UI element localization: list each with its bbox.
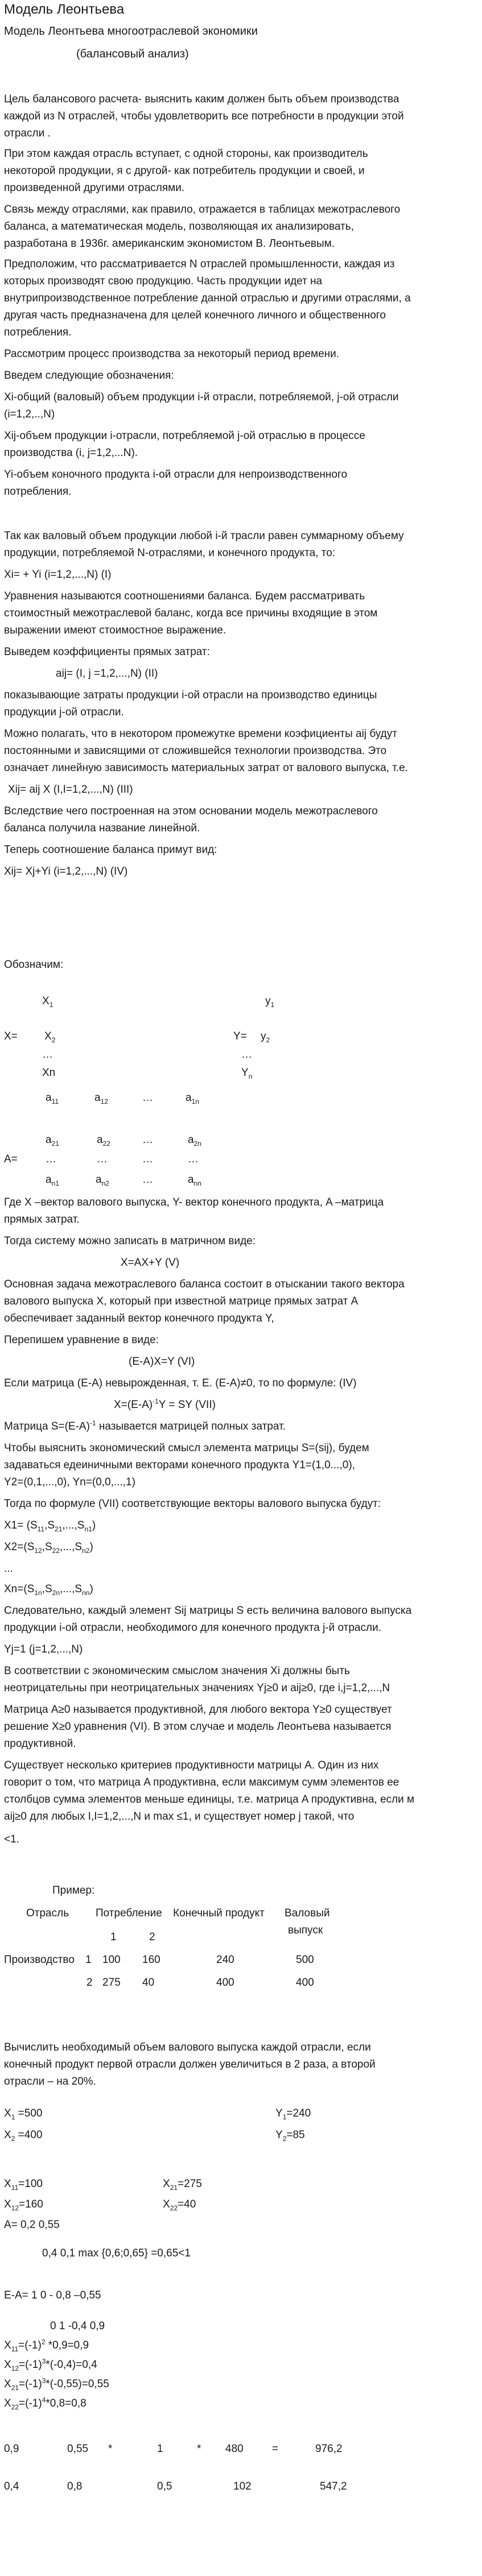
paragraph-line: валового выпуска X, который при известной матрице прямых затрат A bbox=[4, 1295, 359, 1307]
x-equals: X= bbox=[4, 1030, 18, 1042]
paragraph-line: Теперь соотношение баланса примут вид: bbox=[4, 844, 217, 856]
formula-VI: (E-A)X=Y (VI) bbox=[129, 1356, 195, 1368]
calc-e-minus-a: E-A= 1 0 - 0,8 –0,55 bbox=[4, 2289, 101, 2301]
result-cell: 0,9 bbox=[4, 2443, 19, 2455]
matrix-a22: $a_{22}$ bbox=[97, 1134, 110, 1148]
paragraph-line: продукции j-ой отрасли. bbox=[4, 706, 124, 718]
paragraph-line: говорит о том, что матрица A продуктивна, если максимум сумм элементов ее bbox=[4, 1776, 399, 1788]
paragraph-line: показывающие затраты продукции i-ой отрасли на производство единицы bbox=[4, 689, 377, 701]
result-cell: 0,5 bbox=[157, 2480, 172, 2492]
paragraph-line: Если матрица (E-A) невырожденная, т. Е. (E-A)≠0, то по формуле: (IV) bbox=[4, 1377, 357, 1389]
table-cell: 100 bbox=[102, 1954, 121, 1966]
matrix-a2n: $a_{2n}$ bbox=[188, 1134, 201, 1148]
paragraph-line: неотрицательны при неотрицательных значениях Yj≥0 и aij≥0, где i,j=1,2,...,N bbox=[4, 1682, 390, 1694]
result-cell: = bbox=[272, 2443, 279, 2455]
paragraph-line: конечный продукт первой отрасли должен увеличиться в 2 раза, а второй bbox=[4, 2059, 376, 2070]
paragraph-line: Yj=1 (j=1,2,...,N) bbox=[4, 1643, 83, 1655]
calc-x21: $X_{21}=275$ bbox=[163, 2178, 202, 2192]
paragraph-line: внутрипроизводственное потребление данной отраслью и другими отраслями, а bbox=[4, 292, 411, 304]
matrix-an2: $a_{n2}$ bbox=[96, 1174, 109, 1187]
paragraph-line: произведенной другими отраслями. bbox=[4, 182, 185, 194]
vector-line: ... bbox=[4, 1563, 13, 1575]
calc-x22: $X_{22}=40$ bbox=[163, 2198, 196, 2212]
calc-y2: $Y_2=85$ bbox=[275, 2129, 305, 2143]
paragraph-line: Y2=(0,1,...,0), Yn=(0,0,...,1) bbox=[4, 1476, 135, 1488]
table-header: Отрасль bbox=[26, 1907, 69, 1919]
formula-V: X=AX+Y (V) bbox=[121, 1257, 180, 1269]
paragraph-line: Предположим, что рассматривается N отраслей промышленности, каждая из bbox=[4, 258, 395, 270]
table-header: выпуск bbox=[288, 1924, 323, 1936]
paragraph-line: Так как валовый объем продукции любой i-й трасли равен суммарному объему bbox=[4, 530, 404, 542]
result-cell: 976,2 bbox=[315, 2443, 343, 2455]
calc-e-minus-a: 0 1 -0,4 0,9 bbox=[50, 2320, 105, 2332]
result-cell: * bbox=[108, 2443, 113, 2455]
vector-y2: $y_2$ bbox=[261, 1030, 270, 1044]
table-subheader: 1 bbox=[110, 1931, 117, 1943]
paragraph-line: отрасли . bbox=[4, 127, 51, 139]
paragraph-line: баланса получила название линейной. bbox=[4, 822, 200, 834]
table-subheader: 2 bbox=[149, 1931, 155, 1943]
page-title: Модель Леонтьева bbox=[4, 2, 125, 17]
calc-matrix-a: A= 0,2 0,55 bbox=[4, 2219, 60, 2231]
formula-I: Xi= + Yi (i=1,2,...,N) (I) bbox=[4, 569, 112, 581]
page-subtitle: Модель Леонтьева многоотраслевой экономики bbox=[4, 25, 258, 38]
example-title: Пример: bbox=[52, 1885, 95, 1896]
result-cell: 102 bbox=[233, 2480, 252, 2492]
paragraph-line: Перепишем уравнение в виде: bbox=[4, 1334, 159, 1346]
page-subtitle-2: (балансовый анализ) bbox=[76, 48, 189, 60]
calc-cofactor: $X_{11}=(-1)^2$ *0,9=0,9 bbox=[4, 2338, 89, 2353]
paragraph-line: Матрица $S=(E-A)^{-1}$ называется матрицей полных затрат. bbox=[4, 1419, 286, 1432]
matrix-dots: … bbox=[142, 1174, 153, 1186]
matrix-dots: … bbox=[97, 1153, 108, 1165]
vector-dots: … bbox=[241, 1049, 252, 1061]
calc-cofactor: $X_{21}=(-1)^3*(-0,55)=0,55$ bbox=[4, 2376, 109, 2392]
table-cell: 40 bbox=[142, 1977, 155, 1989]
matrix-a11: $a_{11}$ bbox=[46, 1092, 59, 1105]
table-cell: 2 bbox=[86, 1977, 93, 1989]
paragraph-line: Рассмотрим процесс производства за некоторый период времени. bbox=[4, 348, 340, 360]
result-cell: 1 bbox=[157, 2443, 163, 2455]
formula-II: aij= (I, j =1,2,...,N) (II) bbox=[56, 668, 158, 680]
paragraph-line: выражении имеют стоимостное выражение. bbox=[4, 624, 226, 636]
vector-line: $Xn=(S_{1n},S_{2n},...,S_{nn})$ bbox=[4, 1583, 93, 1597]
calc-x11: $X_{11}=100$ bbox=[4, 2178, 43, 2192]
vector-dots: … bbox=[42, 1049, 53, 1061]
calc-y1: $Y_1=240$ bbox=[275, 2107, 311, 2121]
table-cell: 400 bbox=[296, 1977, 314, 1989]
calc-x12: $X_{12}=160$ bbox=[4, 2198, 43, 2212]
paragraph-line: (i=1,2,..,N) bbox=[4, 408, 55, 420]
vector-yn: $Y_n$ bbox=[241, 1067, 253, 1080]
paragraph-line: Выведем коэффициенты прямых затрат: bbox=[4, 646, 210, 658]
table-cell: 1 bbox=[85, 1954, 92, 1966]
calc-x2: $X_2 =400$ bbox=[4, 2129, 43, 2143]
paragraph-line: продукции i-ой отрасли, необходимого для конечного продукта j-й отрасли. bbox=[4, 1622, 381, 1634]
paragraph-line: Yi-объем коночного продукта i-ой отрасли для непроизводственного bbox=[4, 469, 348, 481]
matrix-a12: $a_{12}$ bbox=[94, 1092, 108, 1105]
paragraph-line: разработана в 1936г. американским экономистом В. Леонтьевым. bbox=[4, 238, 335, 250]
paragraph-line: Вследствие чего построенная на этом основании модель межотраслевого bbox=[4, 805, 378, 817]
paragraph-line: Следовательно, каждый элемент Sij матрицы S есть величина валового выпуска bbox=[4, 1605, 412, 1617]
calc-x1: $X_1 =500$ bbox=[4, 2107, 43, 2121]
formula-IV: Xij= Xj+Yi (i=1,2,...,N) (IV) bbox=[4, 865, 128, 877]
paragraph-line: Xij-объем продукции i-отрасли, потребляемой j-ой отраслью в процессе bbox=[4, 430, 365, 442]
vector-line: $X1= (S_{11},S_{21},...,S_{n1})$ bbox=[4, 1519, 96, 1533]
paragraph-line: потребления. bbox=[4, 326, 72, 338]
paragraph-line: столбцов сумма элементов меньше единицы, т.е. матрица A продуктивна, если м bbox=[4, 1794, 415, 1805]
paragraph-line: Уравнения называются соотношениями баланса. Будем рассматривать bbox=[4, 590, 365, 602]
paragraph-line: отрасли – на 20%. bbox=[4, 2076, 96, 2088]
table-cell: 275 bbox=[102, 1977, 121, 1989]
paragraph-line: Вычислить необходимый объем валового выпуска каждой отрасли, если bbox=[4, 2041, 371, 2053]
paragraph-line: стоимостный межотраслевой баланс, когда все причины входящие в этом bbox=[4, 607, 378, 619]
table-cell: 160 bbox=[142, 1954, 160, 1966]
matrix-dots: … bbox=[188, 1153, 199, 1165]
result-cell: 480 bbox=[225, 2443, 244, 2455]
matrix-a1n: $a_{1n}$ bbox=[186, 1092, 199, 1105]
a-equals: A= bbox=[4, 1153, 18, 1165]
matrix-dots: … bbox=[142, 1092, 153, 1104]
formula-VII: $X=(E-A)^{-1}Y$ = SY (VII) bbox=[114, 1397, 216, 1411]
paragraph-line: При этом каждая отрасль вступает, с одной стороны, как производитель bbox=[4, 148, 368, 160]
paragraph-line: постоянными и зависящими от сложившейся технологии производства. Это bbox=[4, 745, 387, 757]
paragraph-line: Существует несколько критериев продуктивности матрицы A. Один из них bbox=[4, 1759, 379, 1771]
vector-y1: $y_1$ bbox=[265, 995, 275, 1009]
table-cell: 400 bbox=[216, 1977, 234, 1989]
paragraph-line: <1. bbox=[4, 1833, 19, 1845]
paragraph-line: Введем следующие обозначения: bbox=[4, 370, 174, 382]
paragraph-line: В соответствии с экономическим смыслом значения Xi должны быть bbox=[4, 1665, 350, 1677]
paragraph-line: Где X –вектор валового выпуска, Y- вектор конечного продукта, A –матрица bbox=[4, 1196, 384, 1208]
paragraph-line: которых производят свою продукцию. Часть продукции идет на bbox=[4, 275, 323, 287]
vector-x1: $X_1$ bbox=[42, 995, 53, 1009]
paragraph-line: Основная задача межотраслевого баланса состоит в отыскании такого вектора bbox=[4, 1278, 405, 1290]
matrix-dots: … bbox=[46, 1153, 56, 1165]
paragraph-line: продуктивной. bbox=[4, 1738, 76, 1750]
matrix-ann: $a_{nn}$ bbox=[188, 1174, 201, 1187]
paragraph-line: продукции, потребляемой N-отраслями, и конечного продукта, то: bbox=[4, 547, 336, 559]
result-cell: 0,4 bbox=[4, 2480, 19, 2492]
vector-line: $X2=(S_{12},S_{22},...,S_{n2})$ bbox=[4, 1541, 93, 1555]
table-header: Конечный продукт bbox=[173, 1907, 265, 1919]
paragraph-line: другая часть предназначена для целей конечного личного и общественного bbox=[4, 309, 386, 321]
vector-x2: $X_2$ bbox=[44, 1030, 56, 1044]
paragraph-line: обеспечивает заданный вектор конечного продукта Y, bbox=[4, 1312, 274, 1324]
vector-xn: Xn bbox=[42, 1067, 56, 1079]
y-equals: Y= bbox=[233, 1030, 247, 1042]
result-cell: 0,55 bbox=[67, 2443, 88, 2455]
table-header: Валовый bbox=[285, 1907, 330, 1919]
table-row-label: Производство bbox=[4, 1954, 75, 1966]
result-cell: * bbox=[197, 2443, 201, 2455]
calc-matrix-a: 0,4 0,1 max {0,6;0,65} =0,65<1 bbox=[42, 2247, 191, 2259]
matrix-an1: $a_{n1}$ bbox=[46, 1174, 59, 1187]
calc-cofactor: $X_{22}=(-1)^4*0,8=0,8$ bbox=[4, 2396, 86, 2411]
paragraph-line: Обозначим: bbox=[4, 959, 64, 971]
paragraph-line: aij≥0 для любых I,I=1,2,...,N и max ≤1, и существует номер j такой, что bbox=[4, 1811, 355, 1823]
paragraph-line: производства (i, j=1,2,...N). bbox=[4, 447, 138, 459]
paragraph-line: Матрица A≥0 называется продуктивной, для любого вектора Y≥0 существует bbox=[4, 1704, 392, 1716]
matrix-dots: … bbox=[142, 1153, 153, 1165]
matrix-a21: $a_{21}$ bbox=[46, 1134, 59, 1148]
paragraph-line: Чтобы выяснить экономический смысл элемента матрицы S=(sij), будем bbox=[4, 1442, 369, 1454]
paragraph-line: Цель балансового расчета- выяснить каким должен быть объем производства bbox=[4, 93, 399, 105]
paragraph-line: Связь между отраслями, как правило, отражается в таблицах межотраслевого bbox=[4, 204, 401, 216]
paragraph-line: Тогда систему можно записать в матричном виде: bbox=[4, 1235, 256, 1247]
paragraph-line: прямых затрат. bbox=[4, 1214, 80, 1225]
paragraph-line: Тогда по формуле (VII) соответствующие векторы валового выпуска будут: bbox=[4, 1498, 381, 1510]
paragraph-line: потребления. bbox=[4, 486, 72, 498]
paragraph-line: баланса, а математическая модель, позволяющая их анализировать, bbox=[4, 221, 354, 233]
paragraph-line: Можно полагать, что в некотором промежутке времени коэфициенты aij будут bbox=[4, 728, 397, 740]
table-cell: 240 bbox=[216, 1954, 234, 1966]
paragraph-line: означает линейную зависимость материальных затрат от валового выпуска, т.е. bbox=[4, 762, 408, 774]
paragraph-line: задаваться едеиничными векторами конечного продукта Y1=(1,0...,0), bbox=[4, 1459, 355, 1471]
paragraph-line: Xi-общий (валовый) объем продукции i-й отрасли, потребляемой, j-ой отрасли bbox=[4, 391, 399, 403]
result-cell: 547,2 bbox=[320, 2480, 347, 2492]
result-cell: 0,8 bbox=[67, 2480, 83, 2492]
paragraph-line: решение X≥0 уравнения (VI). В этом случае и модель Леонтьева называется bbox=[4, 1721, 392, 1733]
table-cell: 500 bbox=[296, 1954, 314, 1966]
paragraph-line: некоторой продукции, я с другой- как потребитель продукции и своей, и bbox=[4, 165, 365, 177]
calc-cofactor: $X_{12}=(-1)^3*(-0,4)=0,4$ bbox=[4, 2357, 97, 2372]
formula-III: Xij= aij X (I,I=1,2,...,N) (III) bbox=[8, 784, 133, 796]
paragraph-line: каждой из N отраслей, чтобы удовлетворить все потребности в продукции этой bbox=[4, 110, 404, 122]
matrix-dots: … bbox=[142, 1134, 153, 1146]
table-header: Потребление bbox=[96, 1907, 162, 1919]
